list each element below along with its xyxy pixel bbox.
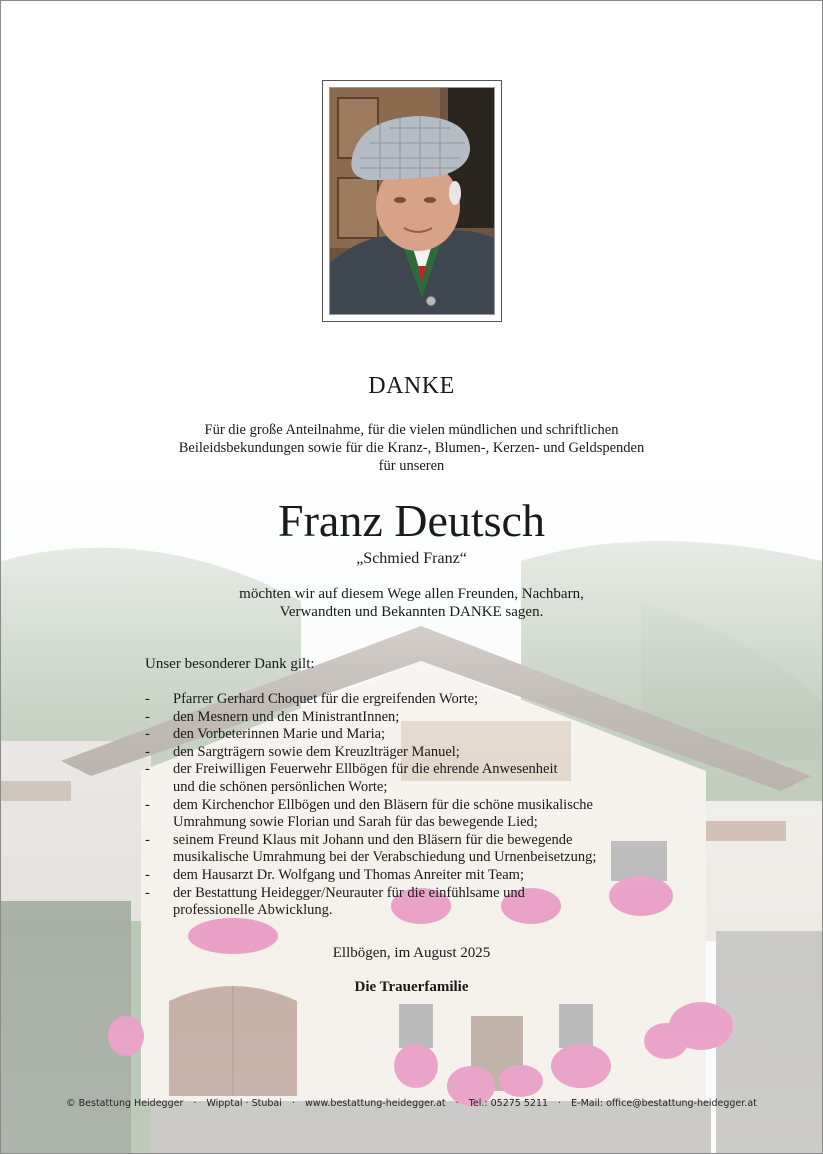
list-item	[145, 797, 685, 832]
list-item-text: den Mesnern und den MinistrantInnen;	[173, 708, 400, 725]
footer-separator: ·	[193, 1098, 197, 1109]
thanks-message	[1, 585, 822, 621]
deceased-nickname: „Schmied Franz“	[356, 550, 467, 567]
list-item-text: professionelle Abwicklung.	[173, 902, 333, 919]
footer-separator: ·	[455, 1098, 459, 1109]
thanks-message-line: Verwandten und Bekannten DANKE sagen.	[279, 604, 544, 620]
list-item-text: den Sargträgern sowie dem Kreuzlträger Manuel;	[173, 743, 460, 760]
list-item	[145, 832, 685, 867]
list-item-text: dem Kirchenchor Ellbögen und den Bläsern für die schöne musikalische	[173, 796, 593, 813]
list-item-text: den Vorbeterinnen Marie und Maria;	[173, 726, 386, 743]
list-item-text: seinem Freund Klaus mit Johann und den Bläsern für die bewegende	[173, 831, 573, 848]
list-item	[145, 709, 685, 727]
list-item	[145, 867, 685, 885]
footer-separator: ·	[558, 1098, 562, 1109]
heading: DANKE	[368, 373, 455, 399]
dash-bullet: -	[145, 866, 150, 883]
list-item-text: der Bestattung Heidegger/Neurauter für die einfühlsame und	[173, 884, 525, 901]
special-thanks-title: Unser besonderer Dank gilt:	[145, 656, 315, 672]
dash-bullet: -	[145, 708, 150, 725]
dash-bullet: -	[145, 761, 150, 778]
place-date: Ellbögen, im August 2025	[332, 945, 491, 961]
thanks-message-line: möchten wir auf diesem Wege allen Freunden, Nachbarn,	[239, 586, 584, 602]
list-item-text: musikalische Umrahmung bei der Verabschiedung und Urnenbeisetzung;	[173, 849, 597, 866]
footer-website-link[interactable]: www.bestattung-heidegger.at	[304, 1098, 446, 1109]
list-item	[145, 744, 685, 762]
list-item-text: und die schönen persönlichen Worte;	[173, 778, 388, 795]
footer-email-link[interactable]: E-Mail: office@bestattung-heidegger.at	[571, 1098, 757, 1109]
thanks-list	[145, 691, 685, 920]
portrait-frame	[322, 80, 502, 322]
footer	[1, 1098, 822, 1109]
footer-copyright: © Bestattung Heidegger	[66, 1098, 184, 1109]
dash-bullet: -	[145, 691, 150, 707]
list-item-text: Umrahmung sowie Florian und Sarah für das bewegende Lied;	[173, 814, 538, 831]
portrait-image	[330, 88, 494, 314]
dash-bullet: -	[145, 796, 150, 813]
footer-phone: Tel.: 05275 5211	[468, 1098, 549, 1109]
list-item	[145, 761, 685, 796]
portrait-photo	[329, 87, 495, 315]
list-item-text: dem Hausarzt Dr. Wolfgang und Thomas Anreiter mit Team;	[173, 866, 524, 883]
list-item-text: der Freiwilligen Feuerwehr Ellbögen für die ehrende Anwesenheit	[173, 761, 558, 778]
dash-bullet: -	[145, 831, 150, 848]
footer-region: Wipptal · Stubai	[206, 1098, 282, 1109]
intro-line: für unseren	[378, 458, 445, 474]
list-item	[145, 885, 685, 920]
footer-separator: ·	[291, 1098, 295, 1109]
intro-line: Beileidsbekundungen sowie für die Kranz-, Blumen-, Kerzen- und Geldspenden	[178, 440, 645, 456]
dash-bullet: -	[145, 743, 150, 760]
signature: Die Trauerfamilie	[354, 979, 469, 995]
dash-bullet: -	[145, 726, 150, 743]
intro-line: Für die große Anteilnahme, für die vielen mündlichen und schriftlichen	[204, 422, 619, 438]
dash-bullet: -	[145, 884, 150, 901]
list-item	[145, 726, 685, 744]
list-item	[145, 691, 685, 709]
list-item-text: Pfarrer Gerhard Choquet für die ergreifenden Worte;	[173, 691, 479, 707]
deceased-name: Franz Deutsch	[278, 495, 545, 546]
intro-text	[1, 421, 822, 475]
